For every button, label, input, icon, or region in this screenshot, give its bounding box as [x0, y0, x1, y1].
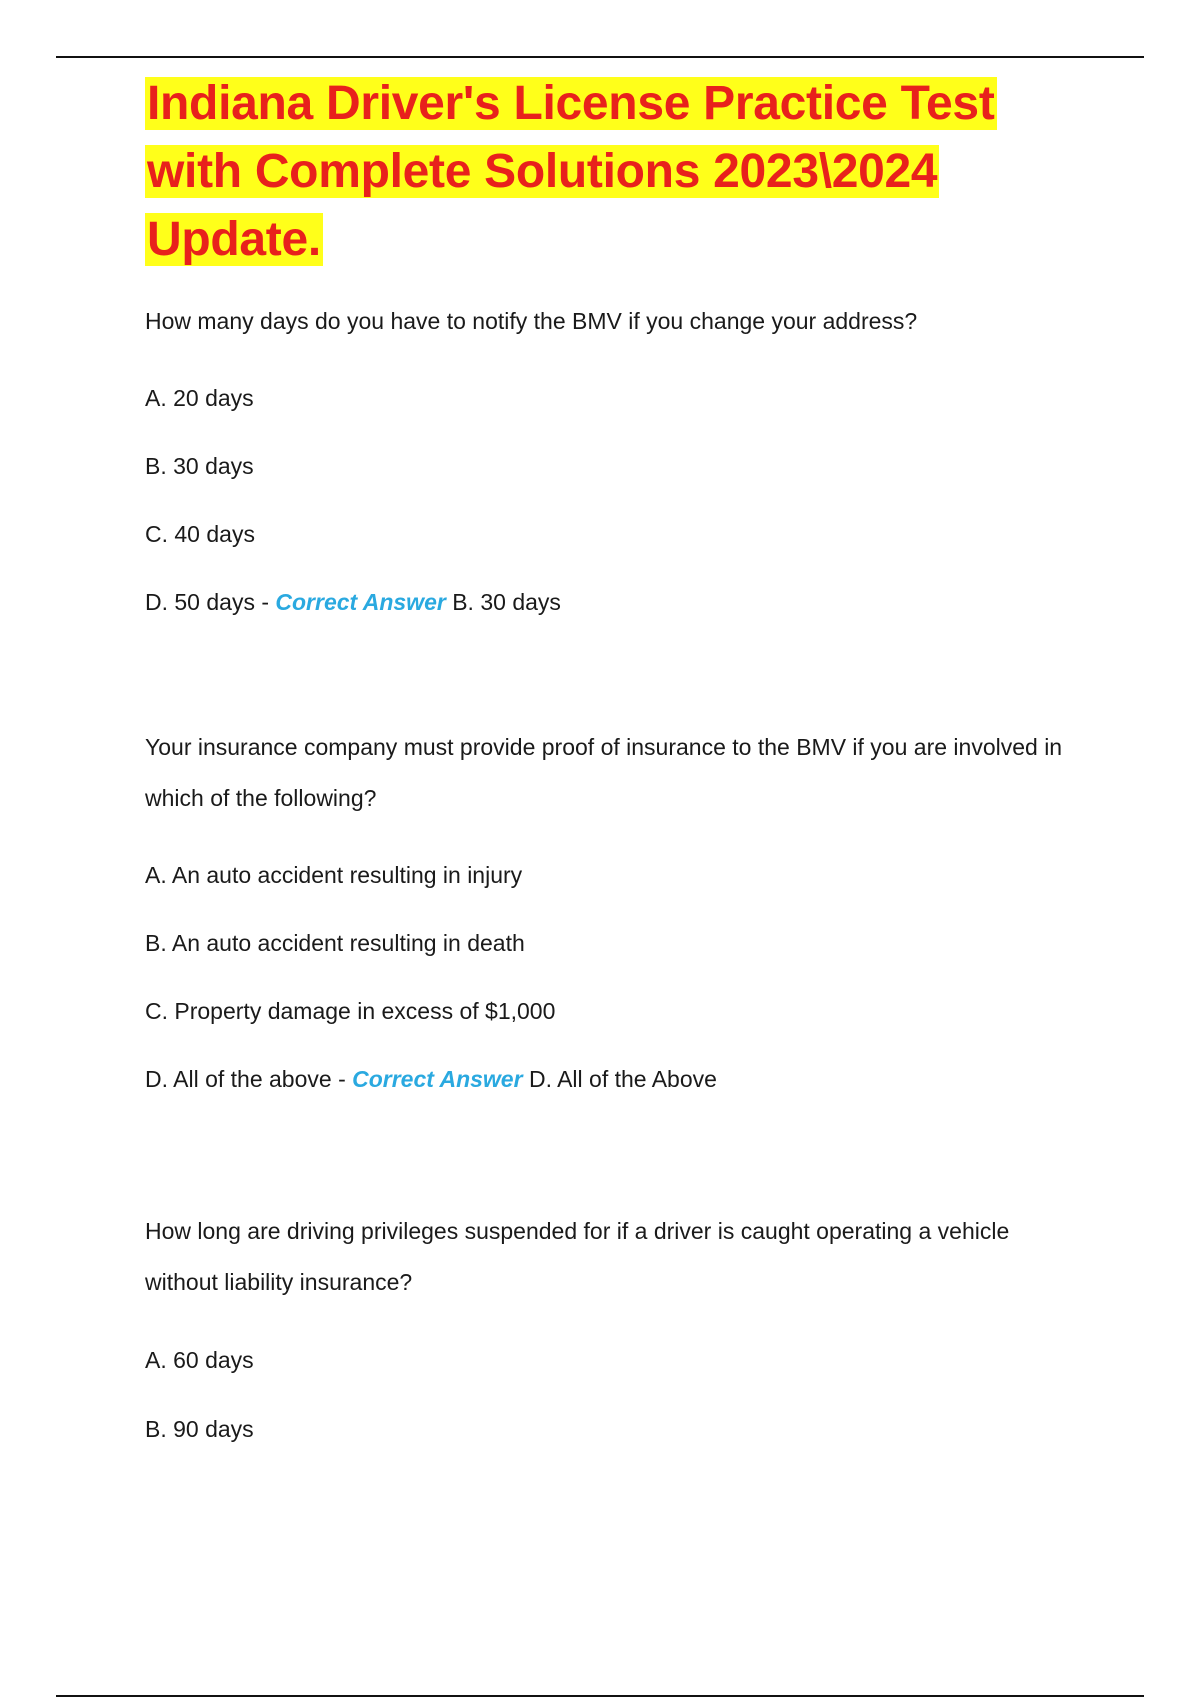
option-b: B. 90 days: [145, 1416, 254, 1442]
title-highlight: Indiana Driver's License Practice Test with Complete Solutions 2023\2024 Update.: [147, 77, 995, 266]
option-d: D. All of the above -: [145, 1066, 353, 1092]
document-title: [145, 70, 1085, 274]
option-c: C. Property damage in excess of $1,000: [145, 998, 556, 1024]
option-a: A. An auto accident resulting in injury: [145, 862, 523, 888]
top-rule: [56, 56, 1144, 58]
correct-answer-text: B. 30 days: [445, 589, 561, 615]
question-1: [145, 296, 1085, 619]
bottom-rule: [56, 1695, 1144, 1697]
option-a: A. 60 days: [145, 1347, 254, 1373]
correct-answer-text: D. All of the Above: [522, 1066, 717, 1092]
correct-answer-label: Correct Answer: [352, 1066, 523, 1092]
question-3: [145, 1206, 1085, 1446]
question-text: Your insurance company must provide proof of insurance to the BMV if you are involved in which of the following?: [145, 734, 1063, 811]
option-a: A. 20 days: [145, 385, 254, 411]
option-b: B. An auto accident resulting in death: [145, 930, 525, 956]
question-text: How many days do you have to notify the BMV if you change your address?: [145, 308, 918, 334]
question-text: How long are driving privileges suspended for if a driver is caught operating a vehicle without liability insurance?: [145, 1218, 1010, 1295]
option-d-with-answer: [145, 585, 1085, 619]
option-d-with-answer: [145, 1062, 1085, 1096]
document-body: [145, 70, 1085, 1446]
option-d: D. 50 days -: [145, 589, 276, 615]
option-b: B. 30 days: [145, 453, 254, 479]
correct-answer-label: Correct Answer: [275, 589, 446, 615]
question-2: [145, 722, 1085, 1096]
option-c: C. 40 days: [145, 521, 255, 547]
